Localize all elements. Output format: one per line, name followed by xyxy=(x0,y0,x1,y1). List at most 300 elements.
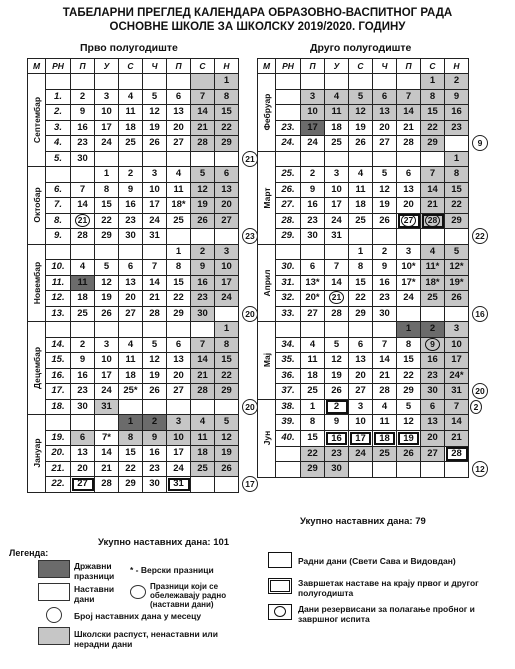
day-cell: 20* xyxy=(301,291,325,307)
day-cell: 1 xyxy=(349,244,373,260)
week-number: 36. xyxy=(276,368,301,384)
day-cell: 4 xyxy=(119,337,143,353)
day-cell xyxy=(71,322,95,338)
day-cell xyxy=(325,430,349,446)
day-cell xyxy=(445,306,469,322)
day-cell: 25 xyxy=(421,291,445,307)
marked-holiday-mark: 21 xyxy=(75,214,90,227)
day-cell xyxy=(119,399,143,415)
month-name: Септембар xyxy=(31,96,42,144)
day-cell: 8 xyxy=(119,430,143,446)
column-header: РН xyxy=(46,59,71,74)
day-cell: 18 xyxy=(301,368,325,384)
day-cell: 14 xyxy=(397,105,421,121)
marked-holiday-mark: 27 xyxy=(401,214,416,227)
day-cell xyxy=(421,337,445,353)
week-row xyxy=(258,229,469,245)
day-cell: 2 xyxy=(421,322,445,338)
week-row xyxy=(28,353,239,369)
second-half-total: Укупно наставних дана: 79 xyxy=(300,516,426,527)
day-cell: 3 xyxy=(167,415,191,431)
week-row xyxy=(28,415,239,431)
day-cell: 29 xyxy=(167,306,191,322)
day-cell xyxy=(301,244,325,260)
day-cell: 14 xyxy=(421,182,445,198)
week-number: 27. xyxy=(276,198,301,214)
day-cell: 11 xyxy=(301,353,325,369)
week-number: 7. xyxy=(46,198,71,214)
day-cell xyxy=(373,462,397,478)
day-cell: 1 xyxy=(301,399,325,415)
week-number xyxy=(276,322,301,338)
week-row xyxy=(258,291,469,307)
day-cell: 29 xyxy=(119,477,143,493)
day-cell xyxy=(397,462,421,478)
week-number: 20. xyxy=(46,446,71,462)
day-cell xyxy=(167,151,191,167)
day-cell xyxy=(119,74,143,90)
column-header: П xyxy=(71,59,95,74)
day-cell: 28 xyxy=(445,446,469,462)
week-number: 30. xyxy=(276,260,301,276)
day-cell: 23 xyxy=(445,120,469,136)
day-cell: 7 xyxy=(143,260,167,276)
day-cell: 28 xyxy=(397,136,421,152)
day-cell: 4 xyxy=(421,244,445,260)
day-cell: 24 xyxy=(301,136,325,152)
day-cell: 16 xyxy=(373,275,397,291)
day-cell: 8 xyxy=(445,167,469,183)
month-name-cell xyxy=(258,322,276,400)
day-cell xyxy=(421,462,445,478)
day-cell xyxy=(215,306,239,322)
day-cell: 18 xyxy=(119,368,143,384)
week-row xyxy=(28,244,239,260)
day-cell: 9 xyxy=(373,260,397,276)
month-name: Новембар xyxy=(31,261,42,304)
day-cell: 29 xyxy=(215,136,239,152)
day-cell: 18 xyxy=(325,120,349,136)
day-cell xyxy=(119,244,143,260)
week-number xyxy=(46,322,71,338)
day-cell: 8 xyxy=(301,415,325,431)
day-cell: 27 xyxy=(421,446,445,462)
day-cell xyxy=(71,213,95,229)
day-cell: 30 xyxy=(301,229,325,245)
day-cell: 26 xyxy=(349,136,373,152)
day-cell: 26 xyxy=(373,213,397,229)
day-cell: 9 xyxy=(143,430,167,446)
day-cell: 2 xyxy=(301,167,325,183)
day-cell: 15 xyxy=(95,198,119,214)
week-number: 25. xyxy=(276,167,301,183)
day-cell: 21 xyxy=(95,461,119,477)
day-cell: 11* xyxy=(421,260,445,276)
day-cell: 18 xyxy=(119,120,143,136)
day-cell: 22 xyxy=(167,291,191,307)
day-cell: 27 xyxy=(301,306,325,322)
exam-day-mark: 19 xyxy=(398,432,419,445)
day-cell: 11 xyxy=(119,353,143,369)
day-cell xyxy=(191,322,215,338)
week-row xyxy=(28,198,239,214)
column-header: Ч xyxy=(373,59,397,74)
week-row xyxy=(258,446,469,462)
day-cell xyxy=(215,151,239,167)
day-cell: 25 xyxy=(325,136,349,152)
day-cell: 12* xyxy=(445,260,469,276)
week-number xyxy=(276,446,301,462)
day-cell xyxy=(71,244,95,260)
day-cell: 20 xyxy=(373,120,397,136)
day-cell: 31 xyxy=(95,399,119,415)
month-name: Фебруар xyxy=(261,93,272,131)
day-cell: 21 xyxy=(191,120,215,136)
marked-holiday-mark: 9 xyxy=(425,338,440,351)
day-cell: 19 xyxy=(325,368,349,384)
day-cell: 27 xyxy=(215,213,239,229)
month-name: Мај xyxy=(261,353,272,368)
column-header: С xyxy=(349,59,373,74)
day-cell xyxy=(325,322,349,338)
week-row xyxy=(28,151,239,167)
day-cell: 21 xyxy=(421,198,445,214)
day-cell: 4 xyxy=(167,167,191,183)
month-name-cell xyxy=(258,151,276,244)
day-cell: 26 xyxy=(143,136,167,152)
day-cell: 31 xyxy=(143,229,167,245)
day-cell: 22 xyxy=(445,198,469,214)
column-header: М xyxy=(28,59,46,74)
day-cell xyxy=(167,229,191,245)
day-cell: 13 xyxy=(421,415,445,431)
first-half-calendar xyxy=(27,58,239,493)
day-cell: 2 xyxy=(191,244,215,260)
day-cell: 5 xyxy=(143,337,167,353)
day-cell: 29 xyxy=(215,384,239,400)
week-row xyxy=(258,105,469,121)
day-cell: 19 xyxy=(191,198,215,214)
exam-day-mark: 16 xyxy=(326,432,347,445)
legend-swatch-state-holidays xyxy=(38,560,70,578)
day-cell: 6 xyxy=(397,167,421,183)
legend-swatch-school-break xyxy=(38,627,70,645)
day-cell: 14 xyxy=(325,275,349,291)
day-cell: 26 xyxy=(191,213,215,229)
legend-working-days: Радни дани (Свети Сава и Видовдан) xyxy=(298,556,456,566)
day-cell: 27 xyxy=(373,136,397,152)
day-cell xyxy=(71,74,95,90)
exam-day-mark: 18 xyxy=(374,432,395,445)
day-cell xyxy=(325,291,349,307)
day-cell xyxy=(397,306,421,322)
week-number xyxy=(46,74,71,90)
month-name-cell xyxy=(258,399,276,477)
week-number xyxy=(276,105,301,121)
day-cell: 3 xyxy=(143,167,167,183)
legend-swatch-days-count xyxy=(46,607,62,623)
day-cell: 20 xyxy=(215,198,239,214)
day-cell: 23 xyxy=(71,136,95,152)
day-cell: 6 xyxy=(71,430,95,446)
day-cell: 13 xyxy=(397,182,421,198)
day-cell: 27 xyxy=(71,477,95,493)
month-days-count-badge: 20 xyxy=(242,306,258,322)
first-half-title: Прво полугодиште xyxy=(80,42,178,54)
day-cell xyxy=(349,151,373,167)
day-cell: 26 xyxy=(397,446,421,462)
month-name: Јануар xyxy=(31,438,42,468)
day-cell: 18* xyxy=(167,198,191,214)
month-days-count-badge: 22 xyxy=(472,228,488,244)
day-cell xyxy=(325,151,349,167)
day-cell: 19 xyxy=(95,291,119,307)
day-cell: 20 xyxy=(397,198,421,214)
day-cell: 13 xyxy=(167,353,191,369)
day-cell xyxy=(397,213,421,229)
day-cell: 5 xyxy=(349,89,373,105)
day-cell xyxy=(373,151,397,167)
day-cell xyxy=(215,229,239,245)
week-row xyxy=(28,368,239,384)
day-cell xyxy=(421,229,445,245)
day-cell: 21 xyxy=(373,368,397,384)
day-cell xyxy=(325,244,349,260)
day-cell: 8 xyxy=(215,89,239,105)
second-half-title: Друго полугодиште xyxy=(310,42,412,54)
week-number xyxy=(46,244,71,260)
day-cell: 14 xyxy=(95,446,119,462)
month-days-count-badge: 21 xyxy=(242,151,258,167)
legend-swatch-working-days xyxy=(268,552,292,568)
month-days-count-badge: 20 xyxy=(242,399,258,415)
day-cell: 10 xyxy=(301,105,325,121)
day-cell: 19 xyxy=(373,198,397,214)
day-cell: 10 xyxy=(95,105,119,121)
day-cell: 25* xyxy=(119,384,143,400)
day-cell: 23 xyxy=(119,213,143,229)
week-number: 35. xyxy=(276,353,301,369)
day-cell: 30 xyxy=(143,477,167,493)
week-row xyxy=(258,399,469,415)
day-cell: 20 xyxy=(167,368,191,384)
month-name: Април xyxy=(261,269,272,297)
second-half-calendar xyxy=(257,58,469,478)
day-cell: 17 xyxy=(325,198,349,214)
week-row xyxy=(258,306,469,322)
day-cell: 3 xyxy=(445,322,469,338)
week-row xyxy=(258,120,469,136)
week-row xyxy=(28,461,239,477)
day-cell xyxy=(445,229,469,245)
week-number: 4. xyxy=(46,136,71,152)
day-cell: 11 xyxy=(373,415,397,431)
day-cell: 5 xyxy=(325,337,349,353)
day-cell: 1 xyxy=(167,244,191,260)
day-cell: 14 xyxy=(191,105,215,121)
day-cell: 6 xyxy=(167,89,191,105)
day-cell: 12 xyxy=(215,430,239,446)
exam-day-mark: 17 xyxy=(350,432,371,445)
day-cell: 7 xyxy=(191,89,215,105)
week-row xyxy=(258,74,469,90)
day-cell xyxy=(191,399,215,415)
day-cell: 13 xyxy=(349,353,373,369)
day-cell: 24* xyxy=(445,368,469,384)
week-number: 39. xyxy=(276,415,301,431)
day-cell xyxy=(445,462,469,478)
month-days-count-badge: 12 xyxy=(472,461,488,477)
day-cell: 20 xyxy=(421,430,445,446)
day-cell: 23 xyxy=(143,461,167,477)
week-row xyxy=(258,415,469,431)
day-cell: 19 xyxy=(215,446,239,462)
month-name-cell xyxy=(28,415,46,493)
day-cell: 10 xyxy=(215,260,239,276)
day-cell: 2 xyxy=(325,399,349,415)
day-cell xyxy=(325,74,349,90)
day-cell: 4 xyxy=(349,167,373,183)
day-cell: 21 xyxy=(191,368,215,384)
day-cell: 15 xyxy=(215,105,239,121)
column-header: У xyxy=(325,59,349,74)
day-cell xyxy=(445,136,469,152)
month-name-cell xyxy=(28,74,46,167)
day-cell xyxy=(349,430,373,446)
week-row xyxy=(28,275,239,291)
day-cell xyxy=(349,322,373,338)
day-cell xyxy=(397,229,421,245)
week-row xyxy=(28,399,239,415)
week-number xyxy=(46,167,71,183)
day-cell: 25 xyxy=(349,213,373,229)
day-cell xyxy=(191,229,215,245)
day-cell: 24 xyxy=(215,291,239,307)
day-cell: 25 xyxy=(119,136,143,152)
month-name: Март xyxy=(261,186,272,209)
month-name: Јун xyxy=(261,430,272,446)
legend-swatch-end-of-term xyxy=(268,578,292,594)
day-cell: 12 xyxy=(325,353,349,369)
week-row xyxy=(28,105,239,121)
day-cell: 1 xyxy=(119,415,143,431)
day-cell xyxy=(373,229,397,245)
day-cell: 16 xyxy=(421,353,445,369)
day-cell: 24 xyxy=(167,461,191,477)
day-cell: 2 xyxy=(71,337,95,353)
day-cell: 7 xyxy=(325,260,349,276)
week-row xyxy=(28,322,239,338)
day-cell: 22 xyxy=(215,120,239,136)
day-cell: 28 xyxy=(143,306,167,322)
day-cell: 17 xyxy=(95,368,119,384)
day-cell: 3 xyxy=(95,337,119,353)
week-number: 14. xyxy=(46,337,71,353)
day-cell xyxy=(71,167,95,183)
column-header: Н xyxy=(445,59,469,74)
week-number xyxy=(276,462,301,478)
week-row xyxy=(28,136,239,152)
day-cell: 14 xyxy=(373,353,397,369)
day-cell: 4 xyxy=(325,89,349,105)
month-days-count-badge: 2 xyxy=(470,400,482,414)
column-header: РН xyxy=(276,59,301,74)
day-cell: 4 xyxy=(71,260,95,276)
day-cell: 3 xyxy=(397,244,421,260)
day-cell: 22 xyxy=(95,213,119,229)
day-cell xyxy=(397,430,421,446)
day-cell: 4 xyxy=(191,415,215,431)
week-number xyxy=(276,244,301,260)
day-cell: 13 xyxy=(119,275,143,291)
column-header: П xyxy=(301,59,325,74)
day-cell: 7 xyxy=(445,399,469,415)
week-row xyxy=(28,291,239,307)
day-cell: 6 xyxy=(373,89,397,105)
week-row xyxy=(28,446,239,462)
day-cell xyxy=(167,322,191,338)
day-cell: 4 xyxy=(119,89,143,105)
day-cell: 17 xyxy=(95,120,119,136)
day-cell: 13* xyxy=(301,275,325,291)
column-header: С xyxy=(421,59,445,74)
day-cell: 3 xyxy=(325,167,349,183)
day-cell: 8 xyxy=(215,337,239,353)
month-name-cell xyxy=(28,167,46,245)
week-row xyxy=(258,151,469,167)
day-cell: 2 xyxy=(445,74,469,90)
day-cell: 1 xyxy=(445,151,469,167)
day-cell: 26 xyxy=(95,306,119,322)
week-number: 1. xyxy=(46,89,71,105)
day-cell: 9 xyxy=(325,415,349,431)
day-cell: 16 xyxy=(191,275,215,291)
day-cell: 20 xyxy=(167,120,191,136)
legend-swatch-marked-holidays xyxy=(130,585,146,599)
day-cell: 29 xyxy=(421,136,445,152)
day-cell xyxy=(215,399,239,415)
day-cell xyxy=(301,74,325,90)
week-number: 32. xyxy=(276,291,301,307)
day-cell: 26 xyxy=(325,384,349,400)
day-cell xyxy=(119,151,143,167)
day-cell: 15 xyxy=(215,353,239,369)
day-cell: 8 xyxy=(349,260,373,276)
day-cell: 1 xyxy=(215,74,239,90)
week-row xyxy=(258,244,469,260)
week-row xyxy=(28,74,239,90)
day-cell: 12 xyxy=(373,182,397,198)
day-cell: 12 xyxy=(191,182,215,198)
day-cell: 25 xyxy=(301,384,325,400)
day-cell: 15 xyxy=(301,430,325,446)
day-cell xyxy=(71,415,95,431)
week-number: 29. xyxy=(276,229,301,245)
day-cell: 12 xyxy=(349,105,373,121)
day-cell xyxy=(95,151,119,167)
day-cell: 2 xyxy=(119,167,143,183)
day-cell: 5 xyxy=(191,167,215,183)
week-row xyxy=(258,167,469,183)
day-cell: 28 xyxy=(373,384,397,400)
day-cell xyxy=(301,151,325,167)
day-cell xyxy=(143,74,167,90)
week-number: 3. xyxy=(46,120,71,136)
marked-holiday-mark: 28 xyxy=(425,214,440,227)
day-cell: 16 xyxy=(71,368,95,384)
day-cell: 31 xyxy=(167,477,191,493)
day-cell: 24 xyxy=(95,384,119,400)
